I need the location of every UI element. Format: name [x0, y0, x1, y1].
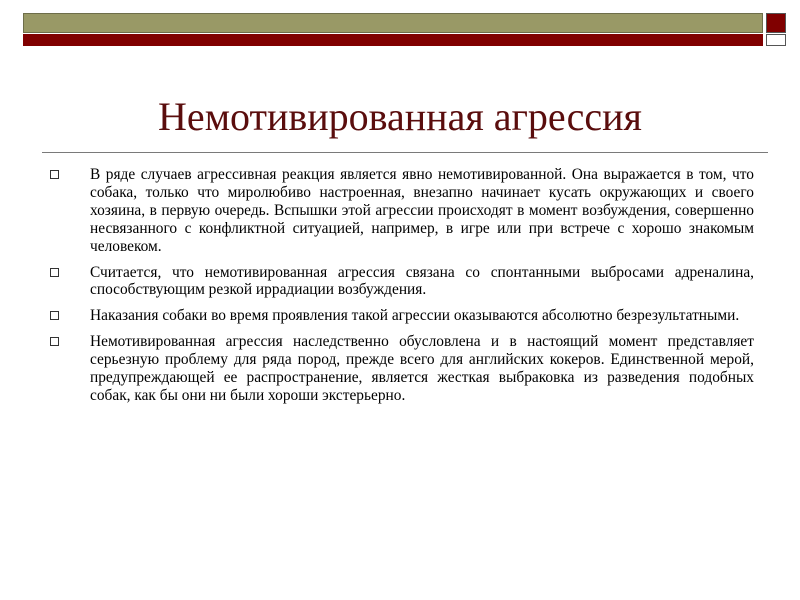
square-bullet-icon [50, 268, 59, 277]
list-item [48, 307, 754, 325]
slide-title: Немотивированная агрессия [158, 94, 642, 139]
bullet-text: Считается, что немотивированная агрессия связана со спонтанными выбросами адреналина, способствующим резкой иррадиации возбуждения. [90, 263, 754, 299]
list-item [48, 264, 754, 300]
bullet-list [48, 166, 754, 413]
list-item [48, 166, 754, 256]
corner-square-top [766, 13, 786, 33]
list-item [48, 333, 754, 405]
square-bullet-icon [50, 170, 59, 179]
bullet-text: В ряде случаев агрессивная реакция является явно немотивированной. Она выражается в том, что собака, только что миролюбиво настроенная, внезапно начинает кусать окружающих и своего хозяина, в первую очередь. Вспышки этой агрессии происходят в момент возбуждения, совершенно несвязанного с конфликтной ситуацией, например, в игре или при встрече с хорошо знакомым человеком. [90, 166, 754, 255]
bullet-text: Наказания собаки во время проявления такой агрессии оказываются абсолютно безрезультатными. [90, 307, 740, 325]
title-divider [42, 152, 768, 153]
header-maroon-bar [23, 34, 763, 46]
square-bullet-icon [50, 311, 59, 320]
bullet-text: Немотивированная агрессия наследственно обусловлена и в настоящий момент представляет серьезную проблему для ряда пород, прежде всего для английских кокеров. Единственной мерой, предупреждающей ее распространение, является жесткая выбраковка из разведения подобных собак, как бы они ни были хороши экстерьерно. [90, 333, 754, 404]
header-olive-bar [23, 13, 763, 33]
corner-square-bottom [766, 34, 786, 46]
square-bullet-icon [50, 337, 59, 346]
